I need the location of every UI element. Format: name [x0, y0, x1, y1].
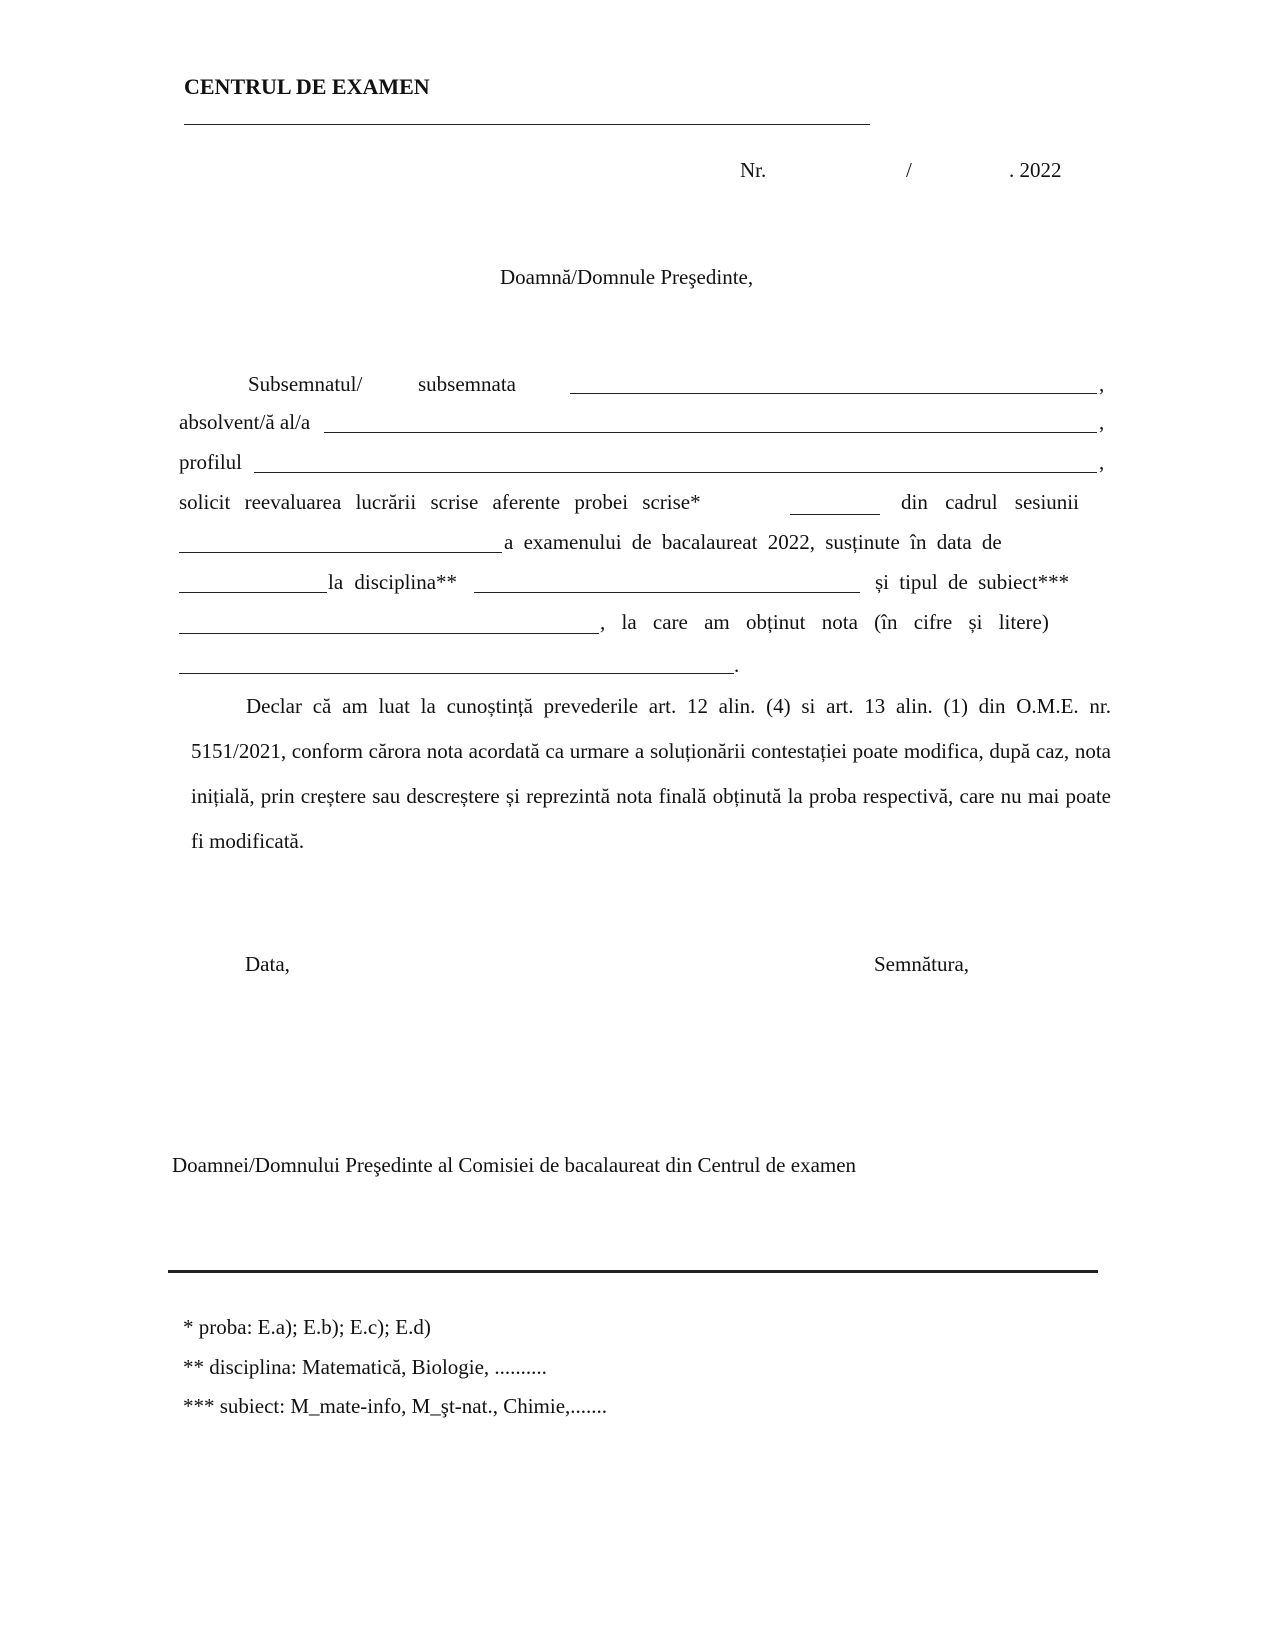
subsemnata-label: subsemnata [418, 372, 516, 396]
footnote-subiect: *** subiect: M_mate-info, M_şt-nat., Chimie,....... [183, 1394, 608, 1418]
data-label: Data, [245, 952, 290, 976]
comma-3: , [1099, 450, 1105, 474]
nr-label: Nr. [740, 158, 767, 182]
nr-separator: / [906, 158, 912, 182]
sesiune-field[interactable] [179, 552, 502, 553]
semnatura-label: Semnătura, [874, 952, 970, 976]
exam-center-title: CENTRUL DE EXAMEN [184, 74, 430, 99]
nota-text: , la care am obținut nota (în cifre și litere) [600, 610, 1049, 634]
din-cadrul-text: din cadrul sesiunii [901, 490, 1079, 514]
examen-text: a examenului de bacalaureat 2022, susținute în data de [504, 530, 1002, 554]
comma-1: , [1099, 372, 1105, 396]
addressee-line[interactable] [168, 1270, 1098, 1273]
salutation: Doamnă/Domnule Preşedinte, [500, 265, 754, 289]
nota-field[interactable] [179, 673, 734, 674]
year-suffix: . 2022 [1009, 158, 1062, 182]
solicit-text: solicit reevaluarea lucrării scrise aferente probei scrise* [179, 490, 701, 514]
footnote-proba: * proba: E.a); E.b); E.c); E.d) [183, 1315, 431, 1339]
comma-2: , [1099, 410, 1105, 434]
school-field[interactable] [324, 432, 1097, 433]
name-field[interactable] [570, 393, 1097, 394]
declaration-paragraph: Declar că am luat la cunoștință prevederile art. 12 alin. (4) si art. 13 alin. (1) din O.M.E. nr. 5151/2021, conform cărora nota acordată ca urmare a soluționării contestației poate modifica, după caz, nota inițială, prin creștere sau descreștere și reprezintă nota finală obținută la proba respectivă, care nu mai poate fi modificată. [191, 694, 1111, 853]
date-field[interactable] [179, 592, 327, 593]
proba-field[interactable] [790, 514, 880, 515]
footnote-disciplina: ** disciplina: Matematică, Biologie, .......... [183, 1355, 547, 1379]
subiect-field[interactable] [179, 633, 599, 634]
disciplina-label: la disciplina** [328, 570, 458, 594]
addressee: Doamnei/Domnului Preşedinte al Comisiei de bacalaureat din Centrul de examen [172, 1153, 857, 1177]
subsemnatul-label: Subsemnatul/ [248, 372, 363, 396]
exam-center-line[interactable] [184, 124, 870, 125]
tip-subiect-text: și tipul de subiect*** [875, 570, 1070, 594]
profilul-label: profilul [179, 450, 242, 474]
absolvent-label: absolvent/ă al/a [179, 410, 311, 434]
profile-field[interactable] [254, 472, 1097, 473]
disciplina-field[interactable] [474, 592, 860, 593]
period: . [734, 653, 740, 677]
